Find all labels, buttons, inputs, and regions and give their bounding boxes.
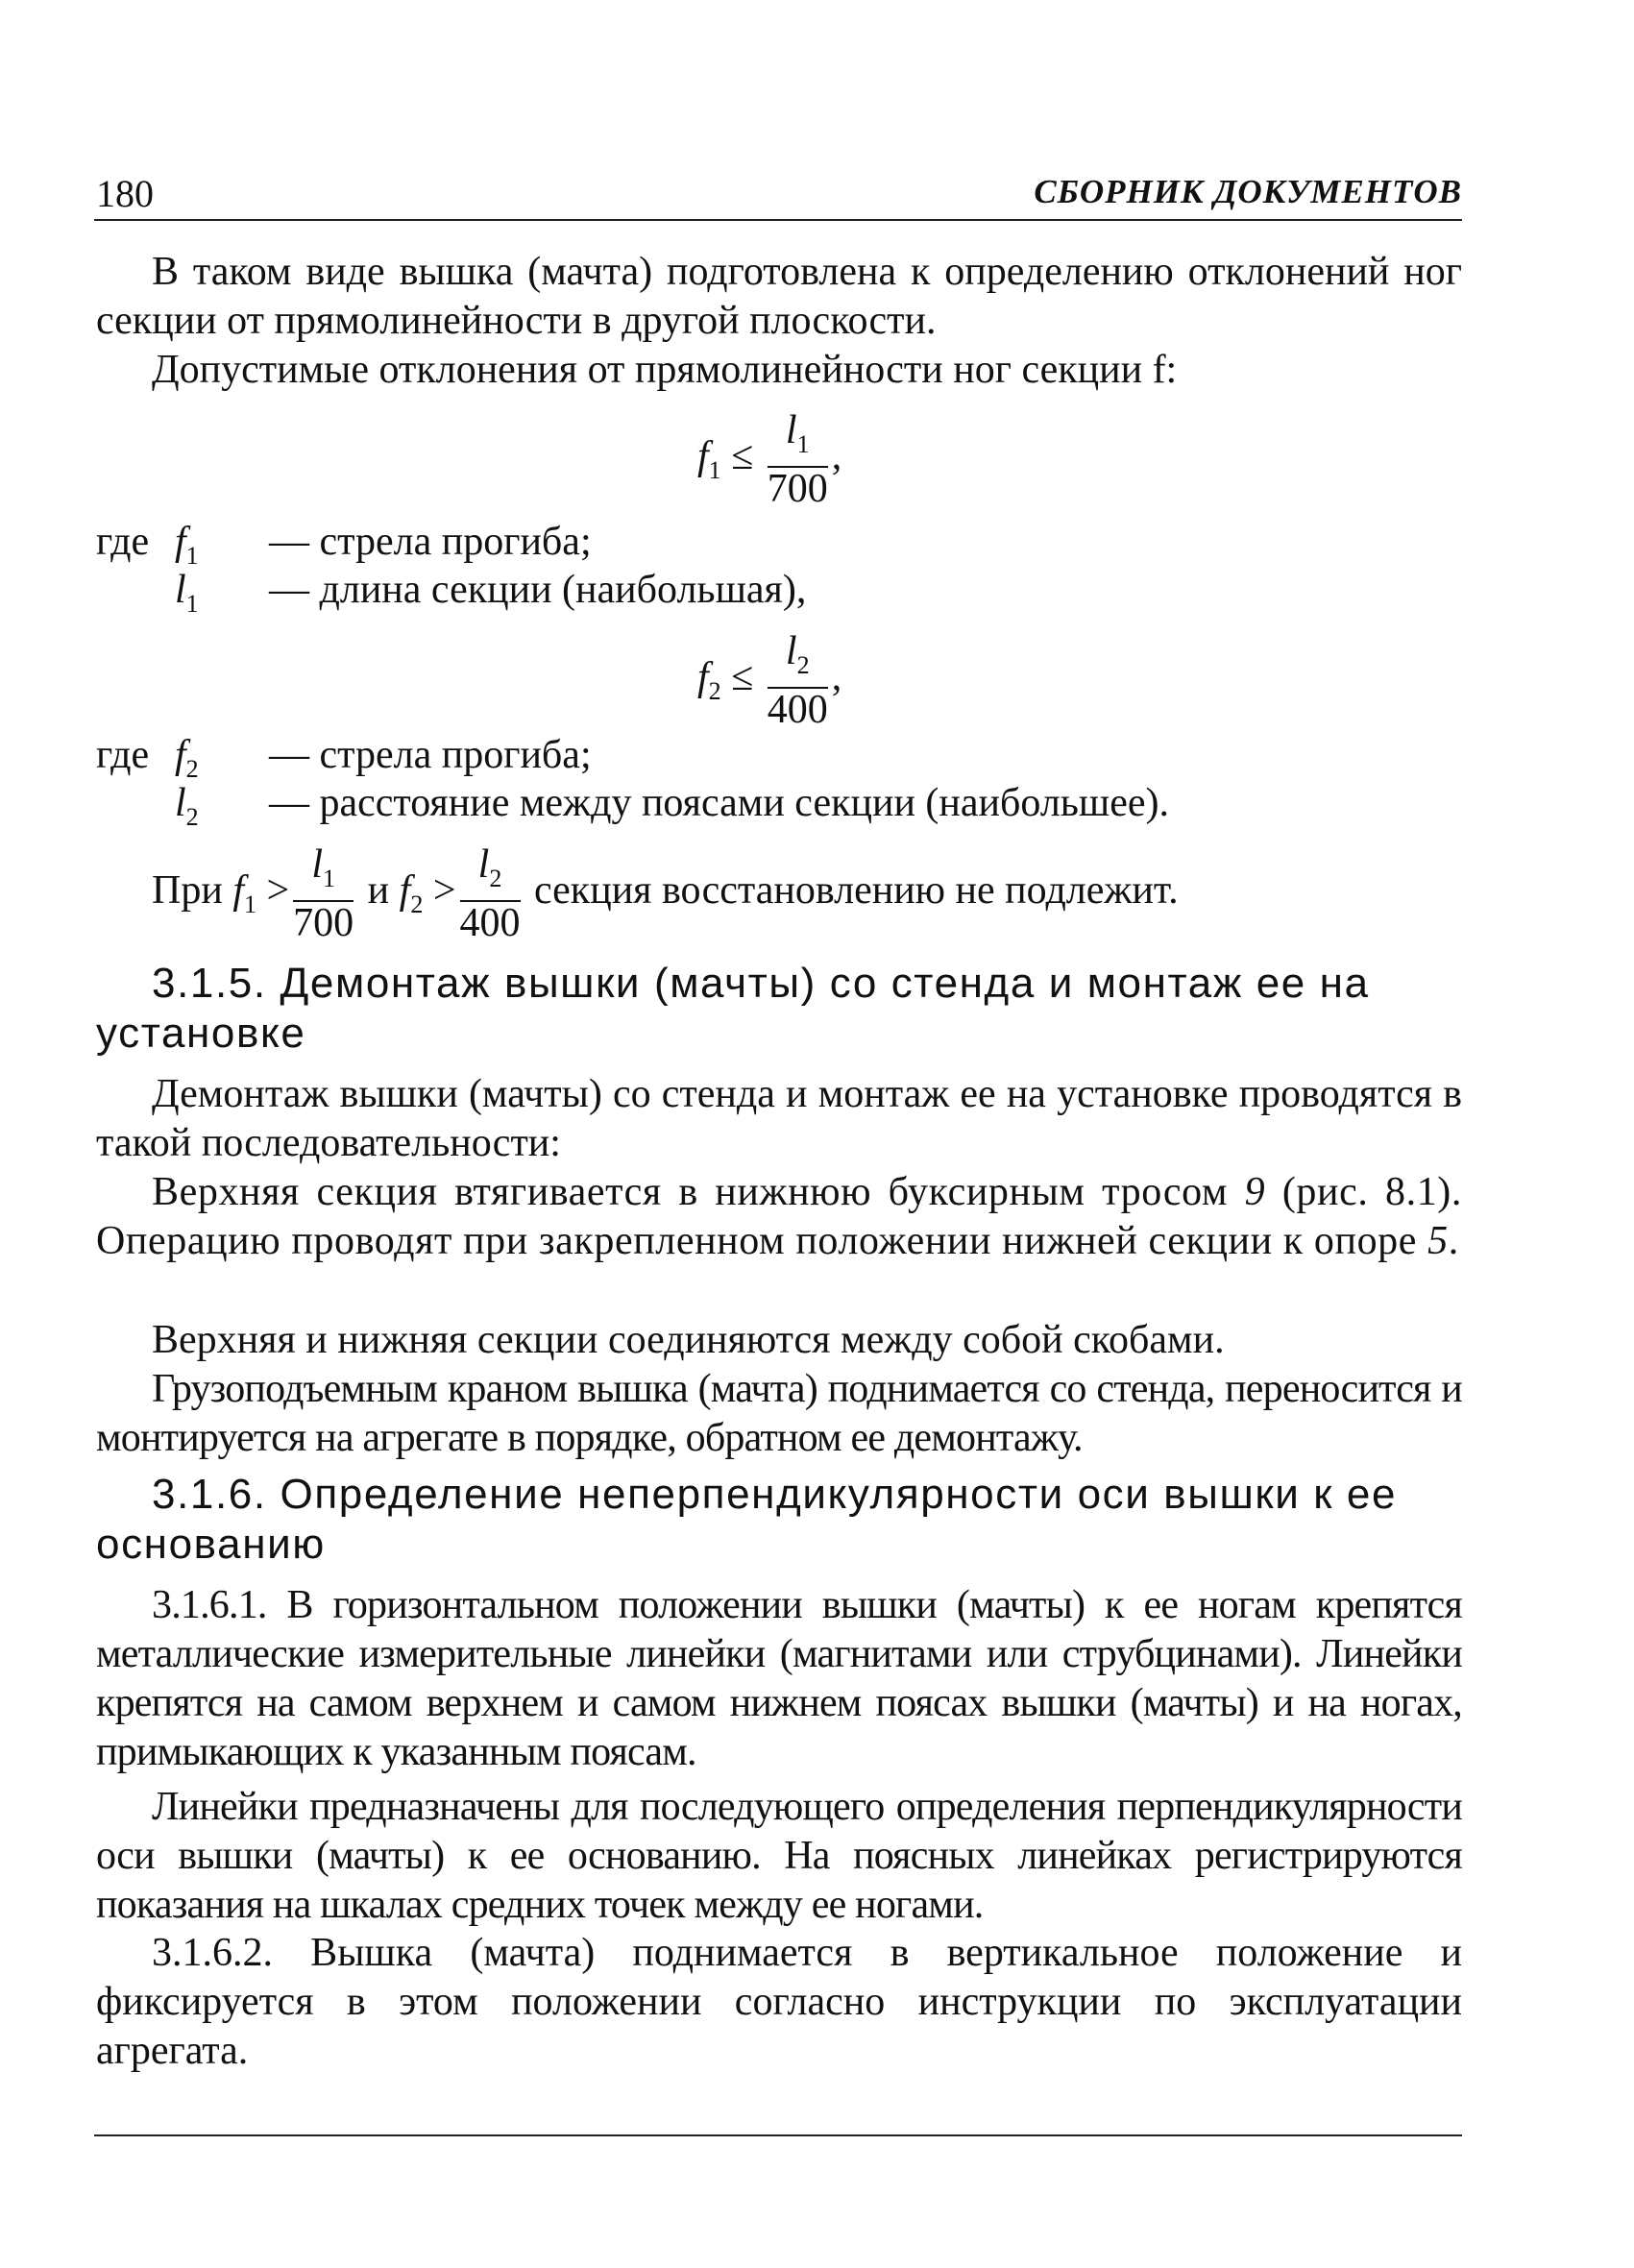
where-label: где [96, 733, 150, 777]
where-text: — стрела прогиба; [269, 520, 592, 564]
formula-f2-fraction [768, 630, 828, 731]
running-title: СБОРНИК ДОКУМЕНТОВ [1034, 173, 1462, 210]
formula-f1-tail: , [831, 434, 842, 479]
where-label: где [96, 520, 150, 564]
formula-f1-num-sub: 1 [796, 430, 810, 458]
where-symbol: l [175, 781, 186, 825]
formula-f2-num: l [785, 629, 797, 673]
section-316-paragraph-2: Линейки предназначены для последующего определения перпендикулярности оси вышки (мачты) к ее основанию. На поясных линейках регистрируются показания на шкалах средних точек между ее ногами. [96, 1785, 1462, 1927]
formula-f1-lhs-sub: 1 [708, 456, 721, 485]
section-315-title: 3.1.5. Демонтаж вышки (мачты) со стенда и монтаж ее на установке [96, 960, 1370, 1057]
where-text: — расстояние между поясами секции (наибольшее). [269, 781, 1170, 825]
formula-f2-lhs: f [697, 655, 709, 700]
formula-f1-lhs: f [697, 434, 709, 479]
condition-n1-sub: 1 [323, 865, 335, 892]
section-315-paragraph-2-b: (рис. 8.1). Операцию проводят при закрепленном положении нижней секции к опоре [96, 1170, 1462, 1263]
formula-f2-tail: , [831, 655, 842, 700]
paragraph-intro-2-text: Допустимые отклонения от прямолинейности ног секции f: [152, 348, 1178, 392]
section-316-paragraph-3: 3.1.6.2. Вышка (мачта) поднимается в вертикальное положение и фиксируется в этом положении согласно инструкции по эксплуатации агрегата. [96, 1931, 1462, 2073]
condition-gt-2: > [432, 868, 456, 914]
condition-fraction-2 [460, 843, 521, 944]
section-315-paragraph-2 [96, 1168, 1462, 1266]
section-316-title: 3.1.6. Определение неперпендикулярности оси вышки к ее основанию [96, 1471, 1398, 1568]
condition-pre: При [152, 868, 223, 914]
where-text: — стрела прогиба; [269, 733, 592, 777]
section-315-paragraph-2-end: . [1448, 1219, 1459, 1263]
condition-n2-sub: 2 [489, 865, 502, 892]
condition-f1-sub: 1 [243, 890, 256, 919]
condition-and: и [367, 868, 390, 914]
condition-f2: f [399, 868, 411, 914]
condition-d2: 400 [459, 901, 521, 945]
condition-n2: l [477, 842, 490, 887]
section-315-paragraph-3: Верхняя и нижняя секции соединяются между собой скобами. [152, 1318, 1225, 1362]
condition-f2-sub: 2 [410, 890, 424, 919]
condition-line [152, 843, 1179, 944]
condition-d1: 700 [293, 901, 354, 945]
section-316-paragraph-1: 3.1.6.1. В горизонтальном положении вышки (мачты) к ее ногам крепятся металлические измерительные линейки (магнитами или струбцинами). Линейки крепятся на самом верхнем и самом нижнем поясах вышки (мачты) и на ногах, примыкающих к указанным поясам. [96, 1583, 1462, 1774]
paragraph-intro-2 [96, 346, 1462, 395]
footer-rule [94, 2134, 1462, 2136]
formula-f2 [697, 630, 841, 731]
where-symbol: f [175, 733, 186, 777]
section-315-paragraph-1: Демонтаж вышки (мачты) со стенда и монтаж ее на установке проводятся в такой последовательности: [96, 1072, 1462, 1165]
formula-f2-den: 400 [767, 688, 828, 732]
condition-fraction-1 [293, 843, 354, 944]
where-symbol-sub: 2 [185, 755, 199, 783]
formula-f2-lhs-sub: 2 [708, 677, 721, 706]
page-number: 180 [96, 172, 154, 215]
section-315-ref-5: 5 [1427, 1219, 1449, 1263]
formula-f1 [697, 409, 841, 510]
formula-f1-den: 700 [767, 467, 828, 511]
formula-f2-op: ≤ [731, 655, 754, 700]
condition-f1: f [232, 868, 244, 914]
where-text: — длина секции (наибольшая), [269, 568, 807, 612]
section-315-ref-9: 9 [1244, 1170, 1266, 1214]
where-symbol-sub: 1 [185, 542, 199, 570]
formula-f1-fraction [768, 409, 828, 510]
where-symbol-sub: 2 [185, 803, 199, 831]
formula-f1-op: ≤ [731, 434, 754, 479]
formula-f2-num-sub: 2 [796, 651, 810, 679]
where-symbol-sub: 1 [185, 590, 199, 618]
condition-gt-1: > [266, 868, 290, 914]
section-315-paragraph-2-a: Верхняя секция втягивается в нижнюю буксирным тросом [152, 1170, 1229, 1214]
formula-f1-num: l [785, 408, 797, 452]
page-header [94, 171, 1462, 221]
where-symbol: l [175, 568, 186, 612]
where-symbol: f [175, 520, 186, 564]
paragraph-intro-1: В таком виде вышка (мачта) подготовлена к определению отклонений ног секции от прямолинейности в другой плоскости. [96, 250, 1462, 343]
condition-post: секция восстановлению не подлежит. [534, 868, 1179, 914]
section-315-paragraph-4: Грузоподъемным краном вышка (мачта) поднимается со стенда, переносится и монтируется на агрегате в порядке, обратном ее демонтажу. [96, 1367, 1462, 1460]
condition-n1: l [311, 842, 323, 887]
